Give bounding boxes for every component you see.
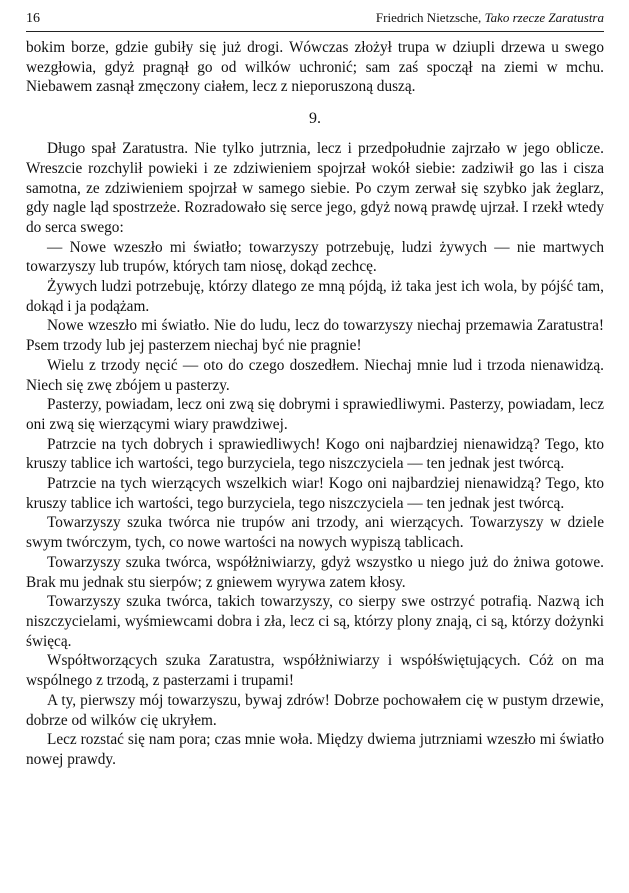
paragraph: A ty, pierwszy mój towarzyszu, bywaj zdrów! Dobrze pochowałem cię w pustym drzewie, dobrze od wilków cię ukryłem.: [26, 691, 604, 729]
continuation-paragraph: bokim borze, gdzie gubiły się już drogi. Wówczas złożył trupa w dziupli drzewa u swego wezgłowia, gdyż pragnął go od wilków uchronić; sam zaś spoczął na ziemi w mchu. Niebawem zasnął zmęczony ciałem, lecz z nieporuszoną duszą.: [26, 39, 604, 96]
paragraph: Pasterzy, powiadam, lecz oni zwą się dobrymi i sprawiedliwymi. Pasterzy, powiadam, lecz oni zwą się wierzącymi wiary prawdziwej.: [26, 396, 604, 433]
paragraph: Patrzcie na tych wierzących wszelkich wiar! Kogo oni najbardziej nienawidzą? Tego, kto kruszy tablice ich wartości, tego burzyciela, tego niszczyciela — ten jednak jest twórcą.: [26, 475, 604, 512]
paragraph: Żywych ludzi potrzebuję, którzy dlatego ze mną pójdą, iż taka jest ich wola, by pójść tam, dokąd i ja podążam.: [26, 278, 604, 315]
page-number: 16: [26, 11, 40, 26]
header-title: [376, 10, 604, 26]
paragraph: — Nowe wzeszło mi światło; towarzyszy potrzebuję, ludzi żywych — nie martwych towarzyszy lub trupów, których tam niosę, dokąd zechcę.: [26, 238, 604, 276]
paragraph: Nowe wzeszło mi światło. Nie do ludu, lecz do towarzyszy niechaj przemawia Zaratustra! Psem trzody lub jej pasterzem niechaj być nie pragnie!: [26, 317, 604, 355]
paragraph: Patrzcie na tych dobrych i sprawiedliwych! Kogo oni najbardziej nienawidzą? Tego, kto kruszy tablice ich wartości, tego burzyciela, tego niszczyciela — ten jednak jest twórcą.: [26, 435, 604, 473]
paragraph: Towarzyszy szuka twórca, takich towarzyszy, co sierpy swe ostrzyć potrafią. Nazwą ich niszczycielami, wyśmiewcami dobra i zła, lecz ci są, którzy plony znają, ci są, którzy dożynki święcą.: [26, 593, 604, 650]
section-number: 9.: [309, 110, 321, 128]
book-page: [26, 10, 604, 770]
book-title: Tako rzecze Zaratustra: [484, 10, 604, 25]
body-text: [26, 38, 604, 770]
running-header: [26, 10, 604, 32]
paragraph: Towarzyszy szuka twórca, współżniwiarzy, gdyż wszystko u niego już do żniwa gotowe. Brak mu jednak stu sierpów; z gniewem wyrywa zatem kłosy.: [26, 553, 604, 591]
paragraph: Współtworzących szuka Zaratustra, współżniwiarzy i współświętujących. Cóż on ma wspólnego z trzodą, z pasterzami i trupami!: [26, 652, 604, 690]
author-name: Friedrich Nietzsche,: [375, 10, 482, 25]
paragraph: Towarzyszy szuka twórca nie trupów ani trzody, ani wierzących. Towarzyszy w dziele swym twórczym, tych, co nowe wartości na nowych wypiszą tablicach.: [26, 514, 604, 552]
paragraph: Długo spał Zaratustra. Nie tylko jutrznia, lecz i przedpołudnie zajrzało w jego oblicze. Wreszcie rozchylił powieki i ze zdziwieniem spojrzał wokół siebie: zadziwił go las i cisza samotna, ze zdziwieniem spojrzał w samego siebie. Po czym zerwał się szybko jak żeglarz, gdy nagle ląd spostrzeże. Rozradowało się serce jego, gdyż nową prawdę ujrzał. I rzekł wtedy do serca swego:: [26, 140, 604, 236]
paragraph: Lecz rozstać się nam pora; czas mnie woła. Między dwiema jutrzniami wzeszło mi światło nowej prawdy.: [26, 731, 604, 768]
paragraph: Wielu z trzody nęcić — oto do czego doszedłem. Niechaj mnie lud i trzoda nienawidzą. Niech się zwę zbójem u pasterzy.: [26, 356, 604, 394]
